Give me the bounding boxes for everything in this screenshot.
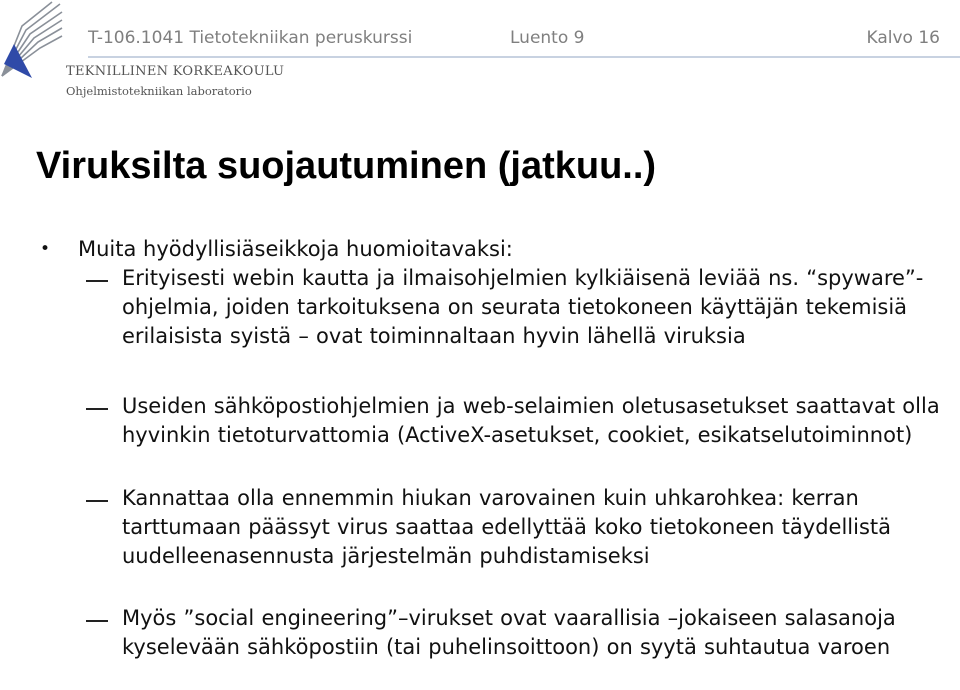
bullet-text: Muita hyödyllisiäseikkoja huomioitavaksi:	[78, 237, 513, 261]
subbullet-item	[86, 392, 960, 450]
subbullet-text: Erityisesti webin kautta ja ilmaisohjelmien kylkiäisenä leviää ns. “spyware”-ohjelmia, joiden tarkoituksena on seurata tietokoneen käyttäjän tekemisiä erilaisista syistä – ovat toiminnaltaan hyvin lähellä viruksia	[122, 266, 924, 348]
subbullet-item	[86, 264, 960, 351]
subbullet-text: Kannattaa olla ennemmin hiukan varovainen kuin uhkarohkea: kerran tarttumaan päässyt virus saattaa edellyttää koko tietokoneen täydellistä uudelleenasennusta järjestelmän puhdistamiseksi	[122, 486, 891, 568]
header-course: T-106.1041 Tietotekniikan peruskurssi	[88, 28, 413, 48]
dash-icon	[86, 408, 108, 410]
organization-name: TEKNILLINEN KORKEAKOULU	[66, 64, 285, 79]
subbullet-item	[86, 604, 960, 662]
dash-icon	[86, 500, 108, 502]
organization-lab: Ohjelmistotekniikan laboratorio	[66, 84, 252, 98]
subbullet-text: Myös ”social engineering”–virukset ovat vaarallisia –jokaiseen salasanoja kyselevään sähköpostiin (tai puhelinsoittoon) on syytä suhtautua varoen	[122, 606, 896, 659]
subbullet-item	[86, 484, 960, 571]
dash-icon	[86, 620, 108, 622]
bullet-dot-icon: •	[40, 239, 51, 259]
subbullet-text: Useiden sähköpostiohjelmien ja web-selaimien oletusasetukset saattavat olla hyvinkin tietoturvattomia (ActiveX-asetukset, cookiet, esikatselutoiminnot)	[122, 394, 940, 447]
logo-emblem-icon	[2, 2, 62, 78]
university-logo	[0, 0, 64, 80]
slide-title: Viruksilta suojautuminen (jatkuu..)	[36, 145, 657, 187]
header-slide-number: Kalvo 16	[866, 28, 940, 48]
header-lecture: Luento 9	[510, 28, 585, 48]
dash-icon	[86, 280, 108, 282]
header-divider	[88, 56, 960, 58]
